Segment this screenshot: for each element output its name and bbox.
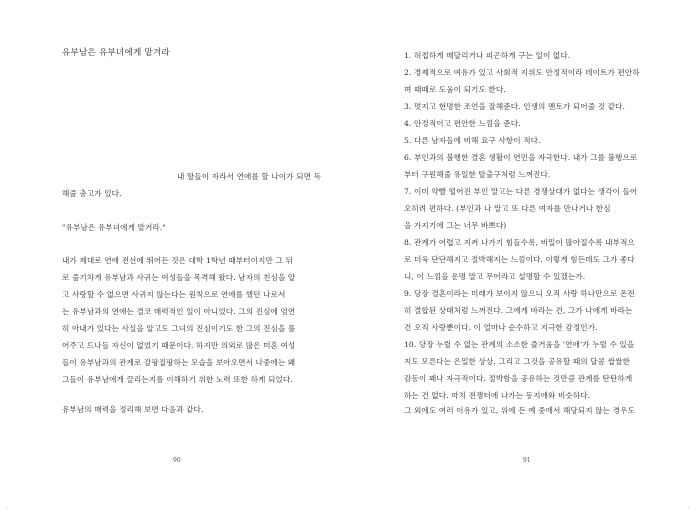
body-line: 해줄 충고가 있다.: [62, 189, 122, 198]
body-line: 어주고 드나들 자신이 없었기 때문이다. 하지만 의외로 많은 미혼 여성: [62, 341, 296, 350]
list-item: 1. 허접하게 매달리거나 피곤하게 구는 일이 없다.: [404, 51, 571, 60]
list-item: 2. 경제적으로 여유가 있고 사회적 지위도 안정적이라 데이트가 편안하: [404, 68, 640, 77]
list-item: 며 때때로 도움이 되기도 한다.: [404, 85, 506, 94]
quote-line: "유부남은 유부녀에게 맡겨라.": [62, 223, 166, 232]
body-line: 그 외에도 여러 이유가 있고, 위에 든 예 중에서 해당되지 않는 경우도: [404, 406, 635, 415]
list-item: 감동이 꽤나 자극적이다. 절박함을 공유하는 것만큼 관계를 탄탄하게: [404, 374, 633, 383]
list-item: 5. 다른 남자들에 비해 요구 사항이 적다.: [404, 136, 541, 145]
right-page: [350, 0, 700, 513]
body-line: 들이 유부남과의 관계로 갈팡질팡하는 모습을 보아오면서 나중에는 왜: [62, 358, 296, 367]
list-item: 4. 안정적이고 편안한 느낌을 준다.: [404, 119, 521, 128]
list-item: 3. 멋지고 현명한 조언을 잘해준다. 인생의 멘토가 되어줄 것 같다.: [404, 102, 625, 111]
body-line: 는 유부남과의 연애는 결코 매력적인 일이 아니었다. 그의 진심에 엄연: [62, 307, 296, 316]
list-item: 7. 이미 약빨 떨어진 부인 말고는 다른 경쟁상대가 없다는 생각이 들어: [404, 187, 638, 196]
crop-mark: ·: [688, 505, 690, 512]
body-line: 고 사랑할 수 없으면 사귀지 않는다는 원칙으로 연애를 했던 나로서: [62, 290, 286, 299]
list-item: 6. 부인과의 불행한 결혼 생활이 연민을 자극한다. 내가 그를 불행으로: [404, 153, 638, 162]
page-number: 90: [173, 457, 181, 464]
body-line: 내가 제대로 연애 전선에 뛰어든 것은 대학 1학년 때부터이지만 그 뒤: [62, 256, 293, 265]
list-item: 을 가지기에 그는 너무 바쁘다): [404, 221, 507, 230]
list-item: 부터 구원해줄 유일한 탈출구처럼 느껴진다.: [404, 170, 551, 179]
chapter-title: 유부남은 유부녀에게 맡겨라: [62, 48, 170, 58]
crop-mark: ·: [6, 505, 8, 512]
list-item: 니, 이 느낌을 운명 말고 무어라고 설명할 수 있겠는가.: [404, 272, 586, 281]
list-item: 오히려 편하다. (부인과 나 말고 또 다른 여자를 만나거나 한심: [404, 204, 611, 213]
body-line: 그들이 유부남에게 끌리는지를 이해하기 위한 노력 또한 하게 되었다.: [62, 375, 293, 384]
list-item: 10. 당장 누릴 수 없는 관계의 소소한 즐거움을 '연애'가 누릴 수 있을: [404, 340, 635, 349]
body-line: 유부남의 매력을 정리해 보면 다음과 같다.: [62, 405, 204, 414]
list-item: 지도 모른다는 은밀한 상상, 그리고 그것을 공유할 때의 달콤 쌉쌀한: [404, 357, 630, 366]
list-item: 하는 건 없다. 마치 전쟁터에 나가는 동지애와 비슷하다.: [404, 391, 591, 400]
body-line: 내 딸들이 자라서 연애를 할 나이가 되면 독: [177, 172, 321, 181]
list-item: 로 더욱 단단해지고 절박해지는 느낌이다. 이렇게 힘든데도 그가 좋다: [404, 255, 635, 264]
list-item: 건 오직 사랑뿐이다. 이 얼마나 순수하고 지극한 감정인가.: [404, 323, 598, 332]
list-item: 8. 관계가 어렵고 지켜 나가기 힘들수록, 비밀이 많아질수록 내부적으: [404, 238, 635, 247]
body-line: 히 아내가 있다는 사실을 알고도 그녀의 진심이기도 한 그의 진심을 풀: [62, 324, 296, 333]
page-number: 91: [523, 457, 531, 464]
body-line: 로 줄기차게 유부남과 사귀는 여성들을 목격해 왔다. 남자의 친심을 알: [62, 273, 296, 282]
list-item: 히 결합된 상태처럼 느껴진다. 그에게 바라는 건, 그가 나에게 바라는: [404, 306, 633, 315]
list-item: 9. 당장 결혼이라는 미래가 보이지 않으니 오직 사랑 하나만으로 온전: [404, 289, 635, 298]
